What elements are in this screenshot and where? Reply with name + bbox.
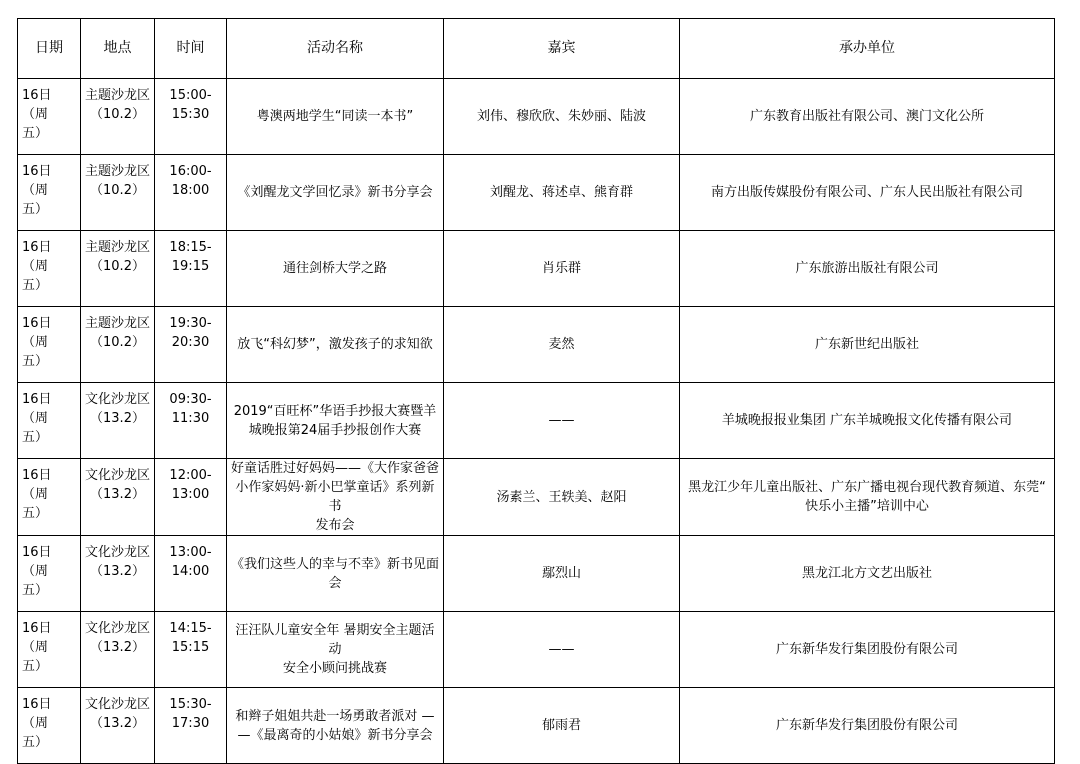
event-cell-text: 通往剑桥大学之路 — [282, 261, 387, 276]
place-cell — [81, 536, 155, 612]
place-cell-text: 主题沙龙区 — [84, 164, 150, 179]
event-cell — [227, 688, 444, 764]
date-cell — [18, 307, 81, 383]
event-cell-text: 2019“百旺杯”华语手抄报大赛暨羊 — [233, 403, 437, 419]
time-cell — [155, 536, 227, 612]
table-row — [18, 79, 1055, 155]
organizer-cell — [680, 612, 1055, 688]
table-header-row — [18, 19, 1055, 79]
table-row — [18, 307, 1055, 383]
place-cell-text: 主题沙龙区 — [84, 88, 150, 103]
table-row — [18, 536, 1055, 612]
date-cell-text: 16日（周 — [22, 468, 52, 502]
guests-cell — [444, 612, 680, 688]
time-cell — [155, 155, 227, 231]
organizer-cell — [680, 231, 1055, 307]
date-cell — [18, 688, 81, 764]
guests-cell-text: 刘伟、穆欣欣、朱妙丽、陆波 — [476, 109, 646, 124]
event-cell — [227, 536, 444, 612]
organizer-cell — [680, 79, 1055, 155]
table-row — [18, 155, 1055, 231]
organizer-cell-text: 广东旅游出版社有限公司 — [795, 261, 939, 276]
place-cell — [81, 79, 155, 155]
time-cell-text: 16:00- — [169, 164, 212, 179]
date-cell-text: 五） — [22, 735, 49, 750]
organizer-cell-text: 快乐小主播”培训中心 — [805, 499, 929, 514]
event-cell-text: 城晚报第24届手抄报创作大赛 — [248, 422, 422, 438]
table-row — [18, 688, 1055, 764]
date-cell — [18, 155, 81, 231]
time-cell-text: 12:00- — [169, 468, 212, 483]
place-cell-text: （10.2） — [90, 107, 145, 122]
time-cell-text: 18:15- — [169, 240, 212, 255]
date-cell-text: 16日（周 — [22, 697, 52, 731]
guests-cell — [444, 383, 680, 459]
date-cell — [18, 536, 81, 612]
time-cell-text: 17:30 — [171, 716, 210, 731]
guests-cell — [444, 536, 680, 612]
time-cell — [155, 688, 227, 764]
event-cell — [227, 459, 444, 536]
date-cell-text: 16日（周 — [22, 240, 52, 274]
place-cell-text: （13.2） — [90, 487, 145, 502]
time-cell-text: 09:30- — [169, 392, 212, 407]
time-cell-text: 13:00 — [171, 487, 210, 502]
place-cell-text: （13.2） — [90, 411, 145, 426]
date-cell-text: 16日（周 — [22, 545, 52, 579]
date-cell — [18, 459, 81, 536]
date-cell-text: 16日（周 — [22, 164, 52, 198]
place-cell — [81, 307, 155, 383]
place-cell — [81, 612, 155, 688]
place-cell-text: （13.2） — [90, 640, 145, 655]
organizer-cell-text: 广东新华发行集团股份有限公司 — [775, 718, 958, 733]
organizer-cell-text: 广东新华发行集团股份有限公司 — [775, 642, 958, 657]
organizer-cell-text: 黑龙江北方文艺出版社 — [801, 566, 932, 581]
event-cell-text: 发布会 — [315, 518, 355, 533]
date-cell-text: 五） — [22, 659, 49, 674]
date-cell — [18, 383, 81, 459]
guests-cell — [444, 79, 680, 155]
header-place: 地点 — [81, 19, 155, 79]
time-cell — [155, 231, 227, 307]
guests-cell — [444, 155, 680, 231]
event-cell — [227, 79, 444, 155]
place-cell — [81, 155, 155, 231]
date-cell-text: 16日（周 — [22, 392, 52, 426]
date-cell-text: 16日（周 — [22, 88, 52, 122]
table-row — [18, 459, 1055, 536]
place-cell-text: 文化沙龙区 — [84, 392, 150, 407]
guests-cell-text: 汤素兰、王轶美、赵阳 — [496, 489, 627, 505]
header-time: 时间 — [155, 19, 227, 79]
organizer-cell — [680, 307, 1055, 383]
organizer-cell-text: 南方出版传媒股份有限公司、广东人民出版社有限公司 — [710, 185, 1023, 200]
organizer-cell — [680, 536, 1055, 612]
guests-cell — [444, 459, 680, 536]
place-cell-text: 主题沙龙区 — [84, 240, 150, 255]
place-cell-text: 文化沙龙区 — [84, 621, 150, 636]
time-cell-text: 15:30 — [171, 107, 210, 122]
organizer-cell-text: 黑龙江少年儿童出版社、广东广播电视台现代教育频道、东莞“ — [688, 480, 1046, 495]
place-cell-text: 文化沙龙区 — [84, 468, 150, 483]
guests-cell — [444, 307, 680, 383]
time-cell-text: 19:30- — [169, 316, 212, 331]
date-cell — [18, 612, 81, 688]
event-cell-text: 和辫子姐姐共赴一场勇敢者派对 — — [235, 708, 435, 724]
header-guests: 嘉宾 — [444, 19, 680, 79]
time-cell-text: 20:30 — [171, 335, 210, 350]
header-date: 日期 — [18, 19, 81, 79]
schedule-table — [17, 18, 1055, 764]
event-cell — [227, 612, 444, 688]
time-cell — [155, 307, 227, 383]
guests-cell-text: —— — [548, 642, 575, 657]
organizer-cell — [680, 459, 1055, 536]
guests-cell-text: —— — [548, 413, 575, 428]
event-cell-text: 《我们这些人的幸与不幸》新书见面 — [230, 556, 439, 572]
time-cell-text: 14:15- — [169, 621, 212, 636]
organizer-cell — [680, 155, 1055, 231]
event-cell-text: 放飞“科幻梦”，激发孩子的求知欲 — [237, 337, 433, 352]
date-cell-text: 五） — [22, 430, 49, 445]
place-cell — [81, 231, 155, 307]
event-cell-text: 粤澳两地学生“同读一本书” — [256, 109, 414, 124]
place-cell-text: （13.2） — [90, 564, 145, 579]
guests-cell-text: 郁雨君 — [541, 718, 581, 733]
event-cell-text: —《最离奇的小姑娘》新书分享会 — [237, 727, 433, 743]
place-cell — [81, 688, 155, 764]
organizer-cell-text: 广东新世纪出版社 — [814, 337, 919, 352]
guests-cell-text: 肖乐群 — [541, 261, 581, 276]
time-cell — [155, 383, 227, 459]
time-cell-text: 13:00- — [169, 545, 212, 560]
place-cell-text: 主题沙龙区 — [84, 316, 150, 331]
organizer-cell — [680, 688, 1055, 764]
event-cell — [227, 307, 444, 383]
event-cell-text: 汪汪队儿童安全年 暑期安全主题活动 — [235, 623, 435, 657]
time-cell — [155, 79, 227, 155]
place-cell — [81, 459, 155, 536]
guests-cell-text: 刘醒龙、蒋述卓、熊育群 — [489, 185, 633, 200]
time-cell-text: 19:15 — [171, 259, 210, 274]
guests-cell-text: 鄢烈山 — [541, 566, 581, 581]
guests-cell — [444, 688, 680, 764]
organizer-cell-text: 广东教育出版社有限公司、澳门文化公所 — [749, 109, 984, 124]
place-cell-text: （10.2） — [90, 259, 145, 274]
place-cell-text: （10.2） — [90, 183, 145, 198]
place-cell-text: （10.2） — [90, 335, 145, 350]
date-cell — [18, 79, 81, 155]
organizer-cell-text: 羊城晚报报业集团 广东羊城晚报文化传播有限公司 — [721, 413, 1013, 428]
date-cell-text: 16日（周 — [22, 621, 52, 655]
place-cell-text: （13.2） — [90, 716, 145, 731]
event-cell-text: 安全小顾问挑战赛 — [282, 661, 387, 676]
time-cell-text: 15:15 — [171, 640, 210, 655]
time-cell-text: 15:30- — [169, 697, 212, 712]
date-cell-text: 五） — [22, 583, 49, 598]
table-body — [18, 79, 1055, 764]
place-cell-text: 文化沙龙区 — [84, 697, 150, 712]
place-cell-text: 文化沙龙区 — [84, 545, 150, 560]
date-cell-text: 16日（周 — [22, 316, 52, 350]
event-cell-text: 小作家妈妈·新小巴掌童话》系列新书 — [235, 480, 435, 514]
event-cell-text: 会 — [328, 575, 342, 591]
guests-cell — [444, 231, 680, 307]
table-row — [18, 612, 1055, 688]
date-cell-text: 五） — [22, 354, 49, 369]
date-cell-text: 五） — [22, 202, 49, 217]
time-cell — [155, 459, 227, 536]
time-cell — [155, 612, 227, 688]
date-cell-text: 五） — [22, 506, 49, 521]
organizer-cell — [680, 383, 1055, 459]
time-cell-text: 11:30 — [171, 411, 210, 426]
date-cell-text: 五） — [22, 126, 49, 141]
event-cell — [227, 155, 444, 231]
event-cell-text: 好童话胜过好妈妈——《大作家爸爸 — [230, 461, 439, 476]
time-cell-text: 18:00 — [171, 183, 210, 198]
event-cell-text: 《刘醒龙文学回忆录》新书分享会 — [237, 185, 433, 200]
header-event: 活动名称 — [227, 19, 444, 79]
date-cell-text: 五） — [22, 278, 49, 293]
table-row — [18, 383, 1055, 459]
header-organizer: 承办单位 — [680, 19, 1055, 79]
time-cell-text: 15:00- — [169, 88, 212, 103]
time-cell-text: 14:00 — [171, 564, 210, 579]
table-row — [18, 231, 1055, 307]
place-cell — [81, 383, 155, 459]
date-cell — [18, 231, 81, 307]
event-cell — [227, 383, 444, 459]
event-cell — [227, 231, 444, 307]
guests-cell-text: 麦然 — [548, 337, 575, 352]
